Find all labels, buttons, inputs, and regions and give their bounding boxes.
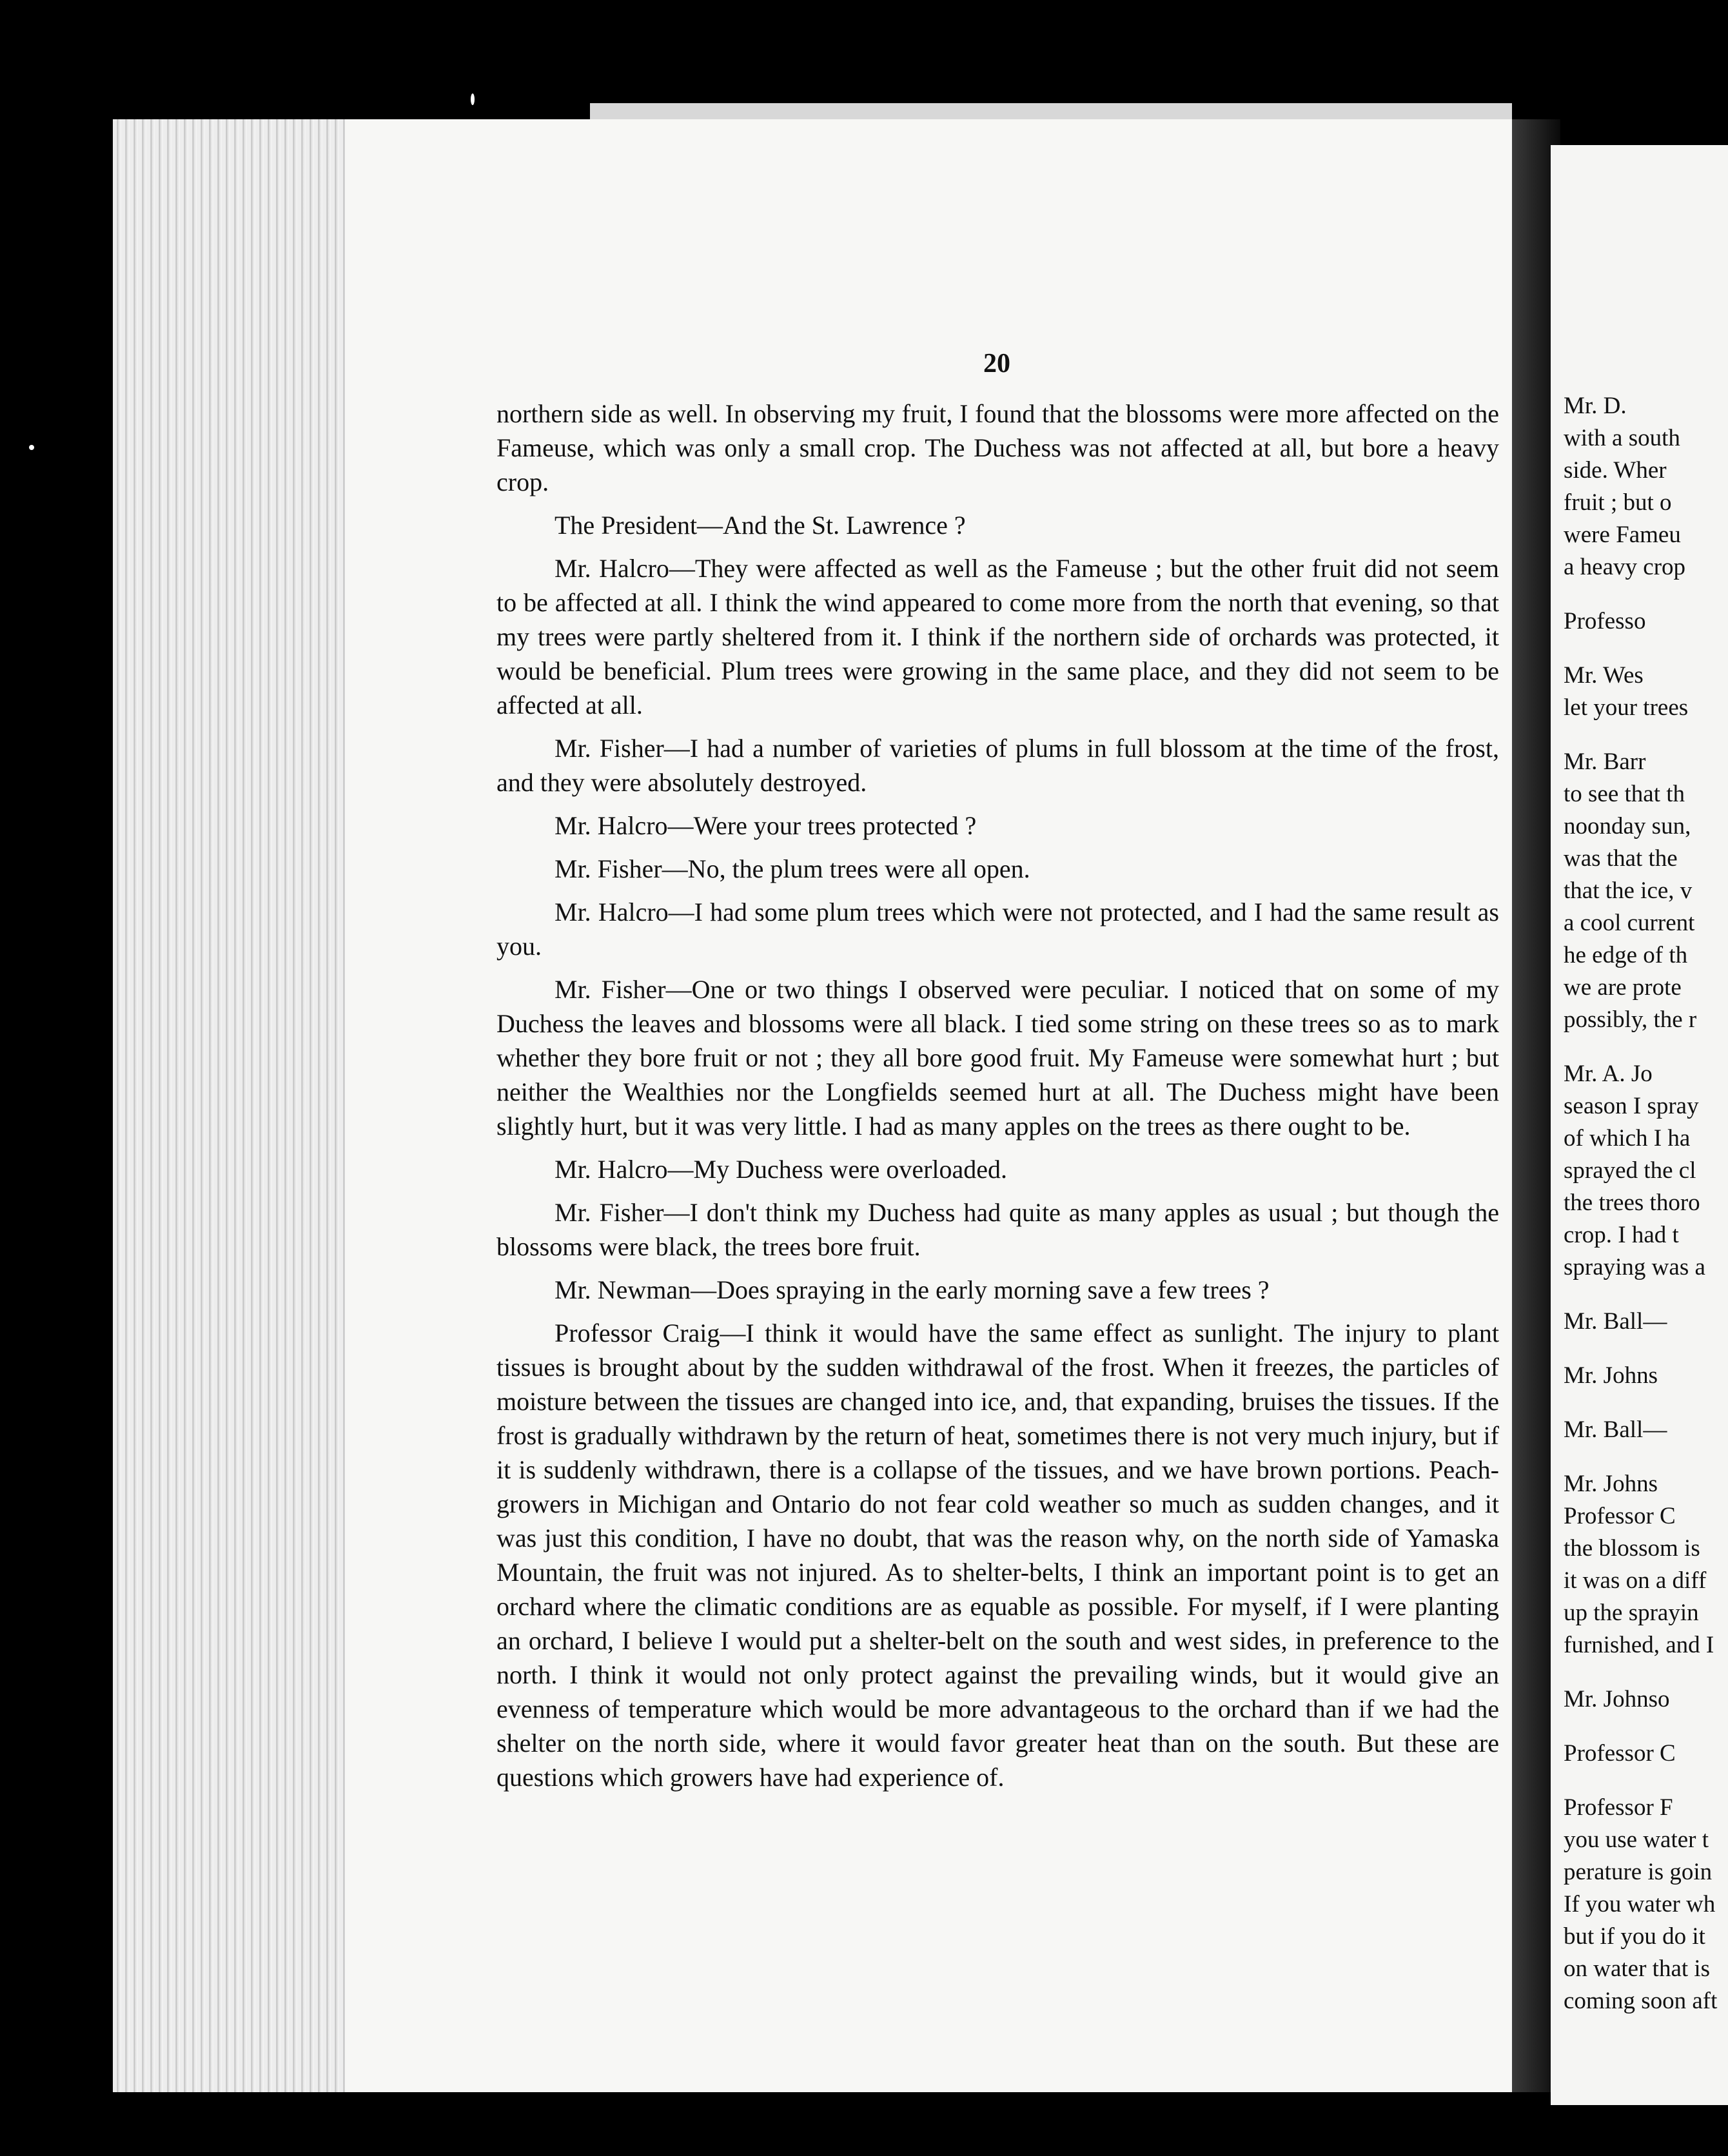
right-page-line: Mr. Johnso xyxy=(1564,1686,1670,1712)
right-page-line: Professo xyxy=(1564,608,1646,634)
right-page-line: sprayed the cl xyxy=(1564,1157,1696,1184)
page-number: 20 xyxy=(983,349,1010,378)
right-page-gap xyxy=(1564,1392,1728,1414)
right-page-line: Professor F xyxy=(1564,1794,1673,1821)
right-page-gap xyxy=(1564,1338,1728,1360)
right-page-gap xyxy=(1564,583,1728,605)
right-page-gap xyxy=(1564,1446,1728,1468)
right-page-line: you use water t xyxy=(1564,1827,1709,1853)
right-page-line: a heavy crop xyxy=(1564,554,1686,580)
right-page-line: spraying was a xyxy=(1564,1254,1705,1280)
right-page-gap xyxy=(1564,724,1728,746)
right-page-line: with a south xyxy=(1564,425,1680,451)
right-page-line: Professor C xyxy=(1564,1503,1676,1529)
paragraph: Mr. Fisher—I don't think my Duchess had quite as many apples as usual ; but though the blossoms were black, the trees bore fruit. xyxy=(496,1198,1499,1261)
right-page-line: Mr. Johns xyxy=(1564,1362,1658,1389)
right-page-line: Mr. Ball— xyxy=(1564,1416,1667,1443)
page-edges xyxy=(113,119,358,2092)
right-page-line: up the sprayin xyxy=(1564,1600,1699,1626)
right-page-line: coming soon aft xyxy=(1564,1988,1718,2014)
right-page-line: If you water wh xyxy=(1564,1891,1716,1917)
right-page-line: Mr. D. xyxy=(1564,393,1627,419)
right-page-line: a cool current xyxy=(1564,910,1695,936)
right-page-line: we are prote xyxy=(1564,974,1682,1001)
paragraph: northern side as well. In observing my fruit, I found that the blossoms were more affected on the Fameuse, which was only a small crop. The Duchess was not affected at all, but bore a heavy crop. xyxy=(496,399,1499,496)
right-page-line: the trees thoro xyxy=(1564,1190,1700,1216)
paragraph: The President—And the St. Lawrence ? xyxy=(555,511,966,540)
right-page-line: he edge of th xyxy=(1564,942,1688,968)
paragraph: Mr. Halcro—Were your trees protected ? xyxy=(555,811,977,840)
right-page-gap xyxy=(1564,1770,1728,1792)
right-page-line: Mr. Ball— xyxy=(1564,1308,1667,1335)
right-page-line: of which I ha xyxy=(1564,1125,1691,1152)
dust-speck xyxy=(471,93,475,105)
right-page-line: Mr. Barr xyxy=(1564,749,1646,775)
paragraph: Mr. Halcro—I had some plum trees which were not protected, and I had the same result as you. xyxy=(496,897,1499,961)
right-page-gap xyxy=(1564,1036,1728,1058)
paragraph: Mr. Fisher—I had a number of varieties of plums in full blossom at the time of the frost, and they were absolutely destroyed. xyxy=(496,734,1499,797)
paragraph: Mr. Fisher—One or two things I observed were peculiar. I noticed that on some of my Duchess the leaves and blossoms were all black. I tied some string on these trees so as to mark whether they bore fruit or not ; they all bore good fruit. My Fameuse were somewhat hurt ; but neither the Wealthies nor the Longfields seemed hurt at all. The Duchess might have been slightly hurt, but it was very little. I had as many apples on the trees as there ought to be. xyxy=(496,975,1499,1141)
paragraph: Mr. Fisher—No, the plum trees were all open. xyxy=(555,854,1030,883)
right-page-line: to see that th xyxy=(1564,781,1685,807)
right-page-line: side. Wher xyxy=(1564,457,1667,484)
right-page-line: Professor C xyxy=(1564,1740,1676,1767)
right-page-line: season I spray xyxy=(1564,1093,1699,1119)
right-page-line: was that the xyxy=(1564,845,1678,872)
right-page-gap xyxy=(1564,1716,1728,1738)
right-page-line: Mr. A. Jo xyxy=(1564,1061,1653,1087)
right-page-line: crop. I had t xyxy=(1564,1222,1679,1248)
right-page xyxy=(1551,145,1728,2105)
right-page-line: noonday sun, xyxy=(1564,813,1691,839)
right-page-line: on water that is xyxy=(1564,1955,1711,1982)
paragraph: Professor Craig—I think it would have the same effect as sunlight. The injury to plant tissues is brought about by the sudden withdrawal of the frost. When it freezes, the particles of moisture between the tissues are changed into ice, and, that expanding, bruises the tissues. If the frost is gradually withdrawn by the return of heat, sometimes there is not very much injury, but if it is suddenly withdrawn, there is a collapse of the tissues, and we have brown portions. Peach-growers in Michigan and Ontario do not fear cold weather so much as sudden changes, and it was just this condition, I have no doubt, that was the reason why, on the north side of Yamaska Mountain, the fruit was not injured. As to shelter-belts, I think an important point is to get an orchard where the climatic conditions are as equable as possible. For myself, if I were planting an orchard, I believe I would put a shelter-belt on the south and west sides, in preference to the north. I think it would not only protect against the prevailing winds, but it would give an evenness of temperature which would be more advantageous to the orchard than if we had the shelter on the north side, where it would favor greater heat than on the south. But these are questions which growers have had experience of. xyxy=(496,1318,1499,1792)
right-page-line: that the ice, v xyxy=(1564,877,1693,904)
right-page-text xyxy=(1564,390,1728,2017)
page-body xyxy=(496,397,1499,1794)
paragraph: Mr. Newman—Does spraying in the early morning save a few trees ? xyxy=(555,1275,1270,1304)
paragraph: Mr. Halcro—My Duchess were overloaded. xyxy=(555,1155,1008,1184)
dust-speck xyxy=(29,445,34,450)
right-page-line: fruit ; but o xyxy=(1564,489,1672,516)
right-page-gap xyxy=(1564,1661,1728,1683)
right-page-line: perature is goin xyxy=(1564,1859,1713,1885)
right-page-line: the blossom is xyxy=(1564,1535,1700,1562)
right-page-line: let your trees xyxy=(1564,694,1689,721)
right-page-line: Mr. Wes xyxy=(1564,662,1644,689)
right-page-line: furnished, and I xyxy=(1564,1632,1714,1658)
right-page-line: possibly, the r xyxy=(1564,1006,1697,1033)
right-page-line: it was on a diff xyxy=(1564,1567,1707,1594)
right-page-line: but if you do it xyxy=(1564,1923,1705,1950)
right-page-line: Mr. Johns xyxy=(1564,1471,1658,1497)
right-page-line: were Fameu xyxy=(1564,522,1681,548)
paragraph: Mr. Halcro—They were affected as well as the Fameuse ; but the other fruit did not seem to be affected at all. I think the wind appeared to come more from the north that evening, so that my trees were partly sheltered from it. I think if the northern side of orchards was protected, it would be beneficial. Plum trees were growing in the same place, and they did not seem to be affected at all. xyxy=(496,554,1499,720)
right-page-gap xyxy=(1564,1284,1728,1306)
right-page-gap xyxy=(1564,638,1728,660)
